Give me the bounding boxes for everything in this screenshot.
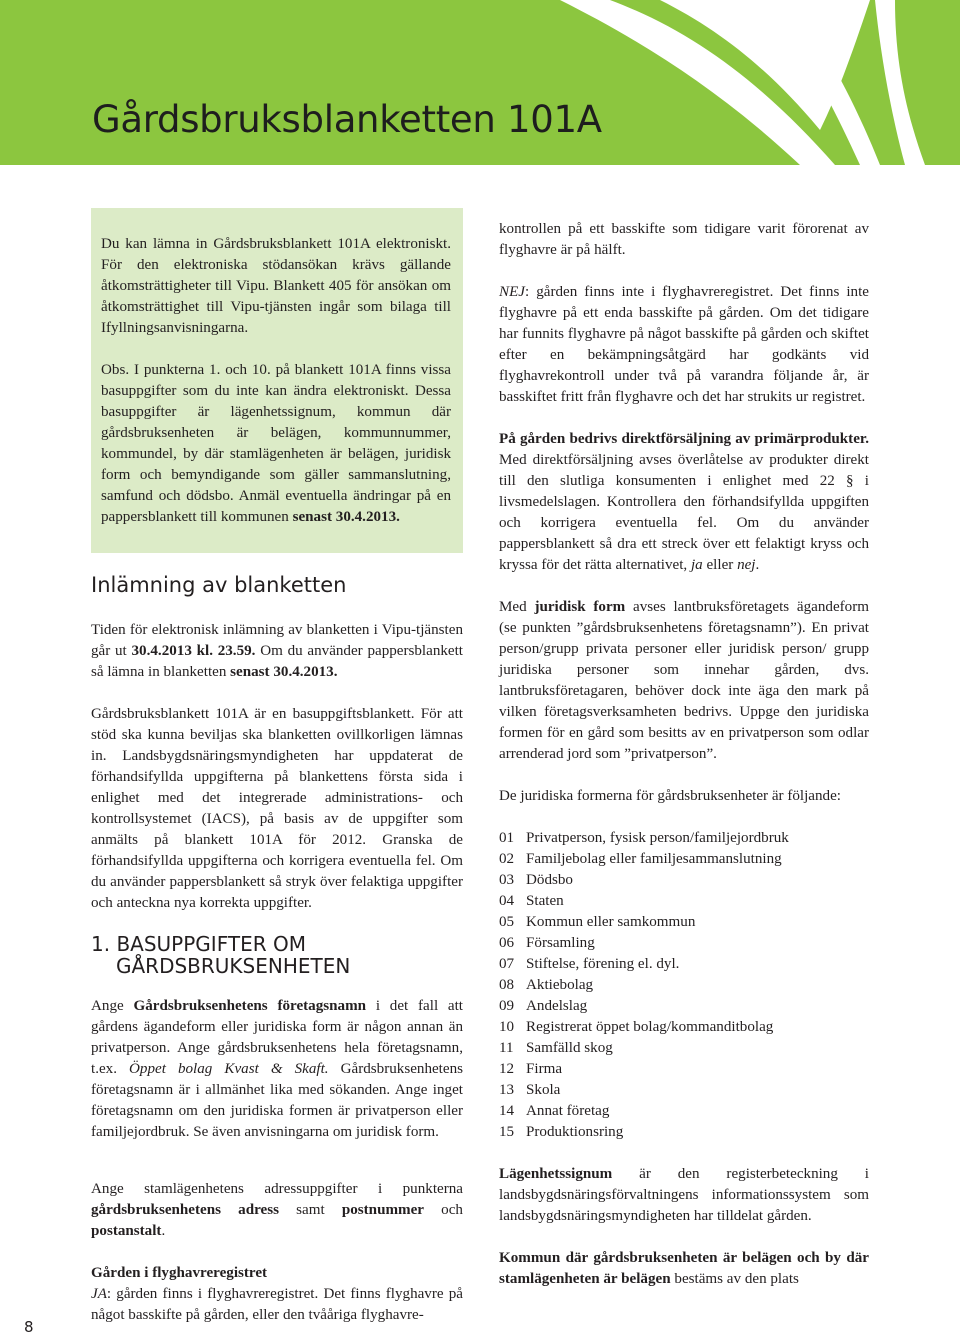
- header-banner: [0, 0, 960, 165]
- list-item-code: 04: [499, 893, 515, 909]
- list-item-label: Registrerat öppet bolag/kommanditbolag: [526, 1019, 774, 1035]
- list-item-code: 15: [499, 1124, 515, 1140]
- list-item-label: Samfälld skog: [526, 1040, 613, 1056]
- list-item-label: Kommun eller samkommun: [526, 914, 696, 930]
- list-item-code: 02: [499, 851, 515, 867]
- list-item-code: 06: [499, 935, 515, 951]
- list-item-code: 07: [499, 956, 515, 972]
- info-box-obs-paragraph: Obs. I punkterna 1. och 10. på blankett 101A finns vissa basuppgifter som du inte kan ändra elektroniskt. Dessa basuppgifter är lägenhetssignum, kommun där gårdsbruksenheten är belägen, kommunnummer, kommundel, by där stamlägenheten är belägen, juridisk form och bemyndigande som gäller sammanslutning, samfund och dödsbo. Anmäl eventuella ändringar på en pappersblankett till kommunen senast 30.4.2013.: [101, 362, 451, 525]
- list-item-code: 01: [499, 830, 515, 846]
- info-box-paragraph: Du kan lämna in Gårdsbruksblankett 101A elektroniskt. För den elektroniska stödansökan krävs gällande åtkomsträttigheter till Vipu. Blankett 405 för ansökan om åtkomsträttighet till Vipu-tjänsten ingår som bilaga till Ifyllningsanvisningarna.: [101, 236, 451, 336]
- list-item: [499, 1038, 869, 1059]
- list-item: [499, 849, 869, 870]
- list-item-label: Firma: [526, 1061, 563, 1077]
- list-item-label: Dödsbo: [526, 872, 573, 888]
- list-item-code: 08: [499, 977, 515, 993]
- list-item-code: 14: [499, 1103, 515, 1119]
- list-item: [499, 996, 869, 1017]
- lagenhetssignum-paragraph: Lägenhetssignum är den registerbeteckning i landsbygdsnäringsförvaltningens informationssystem som landsbygdsnäringsmyndigheten har tilldelat gården.: [499, 1166, 869, 1224]
- list-item: [499, 891, 869, 912]
- flyghavre-continued-paragraph: kontrollen på ett basskifte som tidigare varit förorenat av flyghavre är på hälft.: [499, 221, 869, 258]
- section-inlamning-body: [91, 620, 463, 914]
- list-item-code: 09: [499, 998, 515, 1014]
- list-item-label: Staten: [526, 893, 564, 909]
- page-title: Gårdsbruksblanketten 101A: [92, 98, 602, 141]
- list-item-code: 12: [499, 1061, 515, 1077]
- flyghavre-nej-paragraph: NEJ: gården finns inte i flyghavreregistret. Det finns inte flyghavre på ett enda basskifte på gården. Om det tidigare har funnits flyghavre på något basskifte på gården och skiftet efter en bekämpningsåtgärd har godkänts vid flyghavrekontroll under två på varandra följande år, är basskiftet fritt från flyghavre och det har strukits ur registret.: [499, 284, 869, 405]
- list-item: [499, 933, 869, 954]
- right-column: [499, 219, 869, 1290]
- list-item: [499, 975, 869, 996]
- list-item: [499, 1059, 869, 1080]
- list-item: [499, 954, 869, 975]
- list-item-label: Produktionsring: [526, 1124, 624, 1140]
- flyghavre-paragraph: Gården i flyghavreregistret JA: gården finns i flyghavreregistret. Det finns flyghavre på något basskifte på gården, eller den tvååriga flyghavre-: [91, 1265, 463, 1323]
- list-item: [499, 1017, 869, 1038]
- section-1-body: [91, 996, 463, 1326]
- list-item: [499, 1122, 869, 1143]
- list-item-label: Andelslag: [526, 998, 588, 1014]
- list-item-label: Familjebolag eller familjesammanslutning: [526, 851, 782, 867]
- list-item-label: Aktiebolag: [526, 977, 594, 993]
- list-item-label: Privatperson, fysisk person/familjejordbruk: [526, 830, 789, 846]
- list-item: [499, 1080, 869, 1101]
- list-item-code: 03: [499, 872, 515, 888]
- list-item-label: Församling: [526, 935, 595, 951]
- deadline-paragraph: Tiden för elektronisk inlämning av blanketten i Vipu-tjänsten går ut 30.4.2013 kl. 23.59. Om du använder pappersblankett så lämna in blanketten senast 30.4.2013.: [91, 622, 464, 680]
- foretagsnamn-paragraph: Ange Gårdsbruksenhetens företagsnamn i det fall att gårdens ägandeform eller juridiska form är någon annan än privatperson. Ange gårdsbruksenhetens hela företagsnamn, t.ex. Öppet bolag Kvast & Skaft. Gårdsbruksenhetens företagsnamn är i allmänhet lika med sökanden. Ange inget företagsnamn om den juridiska formen är privatperson eller familjejordbruk. Se även anvisningarna om juridisk form.: [91, 998, 464, 1140]
- juridisk-form-list: [499, 828, 869, 1143]
- list-item-label: Stiftelse, förening el. dyl.: [526, 956, 680, 972]
- flyghavre-heading: Gården i flyghavreregistret: [91, 1265, 268, 1281]
- list-item: [499, 828, 869, 849]
- list-item: [499, 1101, 869, 1122]
- page-number: 8: [24, 1318, 34, 1336]
- list-item-code: 13: [499, 1082, 515, 1098]
- kommun-paragraph: Kommun där gårdsbruksenheten är belägen och by där stamlägenheten är belägen bestäms av den plats: [499, 1250, 869, 1287]
- adress-paragraph: Ange stamlägenhetens adressuppgifter i punkterna gårdsbruksenhetens adress samt postnummer och postanstalt.: [91, 1181, 463, 1239]
- list-item-code: 10: [499, 1019, 515, 1035]
- list-item-code: 05: [499, 914, 515, 930]
- list-item-code: 11: [499, 1040, 514, 1056]
- direktforsaljning-paragraph: På gården bedrivs direktförsäljning av primärprodukter. Med direktförsäljning avses överlåtelse av produkter direkt till den slutliga konsumenten i enlighet med 22 § i livsmedelslagen. Kontrollera den förhandsifyllda uppgiften och korrigera eventuella fel. Om du använder pappersblankett så dra ett streck över ett felaktigt kryss och kryssa för det rätta alternativet, ja eller nej.: [499, 431, 869, 573]
- section-heading-basuppgifter: 1. BASUPPGIFTER OM GÅRDSBRUKSENHETEN: [91, 932, 351, 978]
- list-item-label: Skola: [526, 1082, 561, 1098]
- basuppgift-paragraph: Gårdsbruksblankett 101A är en basuppgiftsblankett. För att stöd ska kunna beviljas ska blanketten ovillkorligen lämnas in. Landsbygdsnäringsmyndigheten har uppdaterat de förhandsifyllda uppgifterna på blankettens första sida i enlighet med det integrerade administrations- och kontrollsystemet (IACS), på basis av de uppgifter som anmälts på blankett 101A för 2012. Granska de förhandsifyllda uppgifterna och korrigera eventuella fel. Om du använder pappersblankett så stryk över felaktiga uppgifter och anteckna nya korrekta uppgifter.: [91, 706, 463, 911]
- list-item-label: Annat företag: [526, 1103, 610, 1119]
- juridisk-form-list-intro: De juridiska formerna för gårdsbruksenheter är följande:: [499, 788, 841, 804]
- list-item: [499, 870, 869, 891]
- juridisk-form-paragraph: Med juridisk form avses lantbruksföretagets ägandeform (se punkten ”gårdsbruksenhetens företagsnamn”). En privat person/grupp privata personer eller juridisk person/ grupp juridiska personer som innehar gården, dvs. lantbruksföretagaren, behöver dock inte äga den mark på vilken företagsverksamheten bedrivs. Uppge den juridiska formen för en gård som besitts av en privatperson som odlar arrenderad jord som ”privatperson”.: [499, 599, 869, 762]
- list-item: [499, 912, 869, 933]
- info-box: [91, 208, 463, 553]
- section-heading-inlamning: Inlämning av blanketten: [91, 573, 347, 597]
